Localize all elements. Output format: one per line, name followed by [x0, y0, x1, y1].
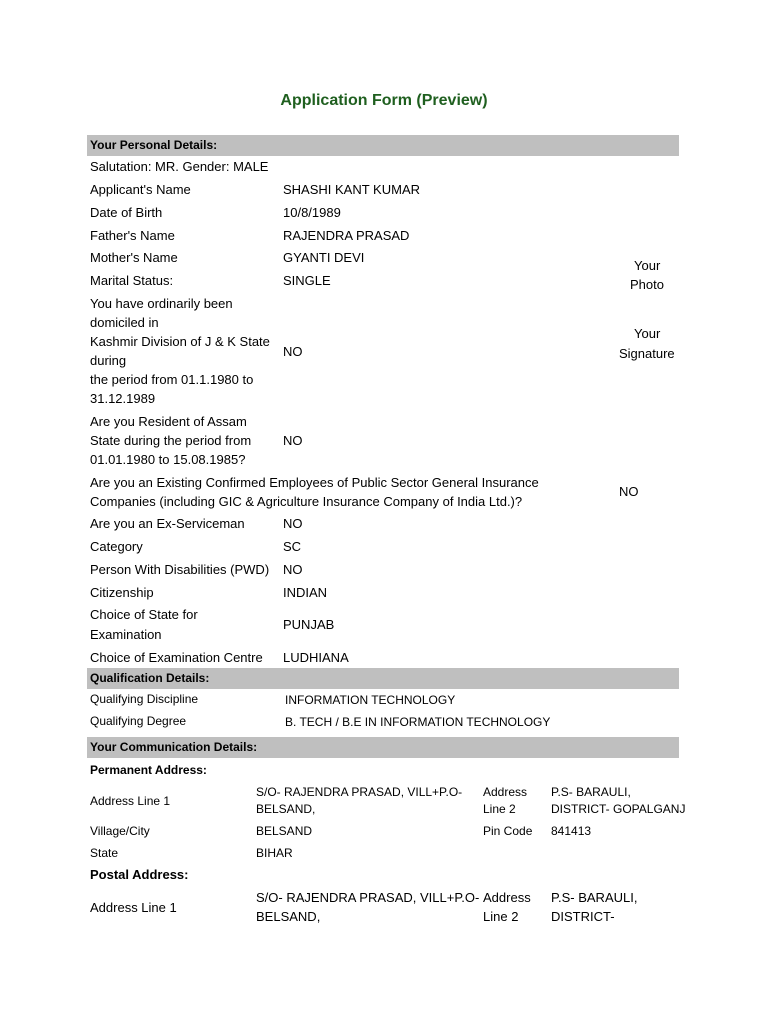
village-city-label: Village/City [90, 824, 150, 838]
state-value: BIHAR [256, 846, 293, 860]
ex-serviceman-value: NO [283, 516, 303, 531]
kashmir-domicile-value: NO [283, 344, 303, 359]
qualifying-degree-value: B. TECH / B.E IN INFORMATION TECHNOLOGY [285, 715, 551, 729]
section-header-personal: Your Personal Details: [87, 135, 679, 156]
qualifying-discipline-label: Qualifying Discipline [90, 692, 199, 706]
post-address-line1-label: Address Line 1 [90, 900, 177, 915]
perm-address-line1-label: Address Line 1 [90, 794, 171, 808]
photo-placeholder-line1: Your [634, 258, 661, 273]
pwd-value: NO [283, 562, 303, 577]
state-choice-value: PUNJAB [283, 617, 335, 632]
dob-label: Date of Birth [90, 205, 163, 220]
pin-code-label: Pin Code [483, 824, 533, 838]
father-name-label: Father's Name [90, 228, 175, 243]
marital-status-value: SINGLE [283, 273, 331, 288]
mother-name-label: Mother's Name [90, 250, 178, 265]
father-name-value: RAJENDRA PRASAD [283, 228, 410, 243]
permanent-address-heading: Permanent Address: [90, 763, 207, 777]
exam-centre-label: Choice of Examination Centre [90, 650, 263, 665]
category-label: Category [90, 539, 143, 554]
village-city-value: BELSAND [256, 824, 313, 838]
marital-status-label: Marital Status: [90, 273, 174, 288]
applicant-name-value: SHASHI KANT KUMAR [283, 182, 421, 197]
mother-name-value: GYANTI DEVI [283, 250, 365, 265]
citizenship-value: INDIAN [283, 585, 328, 600]
section-header-communication: Your Communication Details: [87, 737, 679, 758]
pin-code-value: 841413 [551, 824, 592, 838]
signature-placeholder-line2: Signature [619, 346, 675, 361]
signature-placeholder-line1: Your [634, 326, 661, 341]
salutation-gender-line: Salutation: MR. Gender: MALE [90, 159, 269, 174]
pwd-label: Person With Disabilities (PWD) [90, 562, 270, 577]
section-header-qualification: Qualification Details: [87, 668, 679, 689]
postal-address-heading: Postal Address: [90, 867, 189, 882]
category-value: SC [283, 539, 302, 554]
exam-centre-value: LUDHIANA [283, 650, 349, 665]
ex-serviceman-label: Are you an Ex-Serviceman [90, 516, 245, 531]
qualifying-discipline-value: INFORMATION TECHNOLOGY [285, 693, 456, 707]
photo-placeholder-line2: Photo [630, 277, 664, 292]
dob-value: 10/8/1989 [283, 205, 341, 220]
existing-employee-value: NO [619, 484, 639, 499]
applicant-name-label: Applicant's Name [90, 182, 191, 197]
assam-resident-value: NO [283, 433, 303, 448]
page-title: Application Form (Preview) [280, 92, 488, 109]
application-form-page: Application Form (Preview) Your Personal Details: Salutation: MR. Gender: MALE Applicant's Name SHASHI KANT KUMAR Date of Birth 10/8/1989 Father's Name RAJENDRA PRASAD Mother's Name GYANTI DEVI Marital Status: SINGLE Your Photo Your Signature You have ordinarily been domiciled in Kashmir Division of J & K State during the period from 01.1.1980 to 31.12.1989 NO Are you Resident of Assam State during the period from 01.01.1980 to 15.08.1985? NO Are you an Existing Confirmed Employees of Public Sector General Insurance Companies (including GIC & Agriculture Insurance Company of India Ltd.)? NO Are you an Ex-Serviceman NO Category SC Person With Disabilities (PWD) NO Citizenship INDIAN Choice of State for Examination PUNJAB Choice of Examination Centre LUDHIANA Qualification Details: Qualifying Discipline INFORMATION TECHNOLOGY Qualifying Degree B. TECH / B.E IN INFORMATION TECHNOLOGY Your Communication Details: Permanent Address: Address Line 1 S/O- RAJENDRA PRASAD, VILL+P.O- BELSAND, Address Line 2 P.S- BARAULI, DISTRICT- GOPALGANJ Village/City BELSAND Pin Code 841413 State BIHAR Postal Address: Address Line 1 S/O- RAJENDRA PRASAD, VILL+P.O- BELSAND, Address Line 2 P.S- BARAULI, DISTRICT- [0, 0, 768, 1024]
qualifying-degree-label: Qualifying Degree [90, 714, 187, 728]
state-label: State [90, 846, 119, 860]
citizenship-label: Citizenship [90, 585, 154, 600]
